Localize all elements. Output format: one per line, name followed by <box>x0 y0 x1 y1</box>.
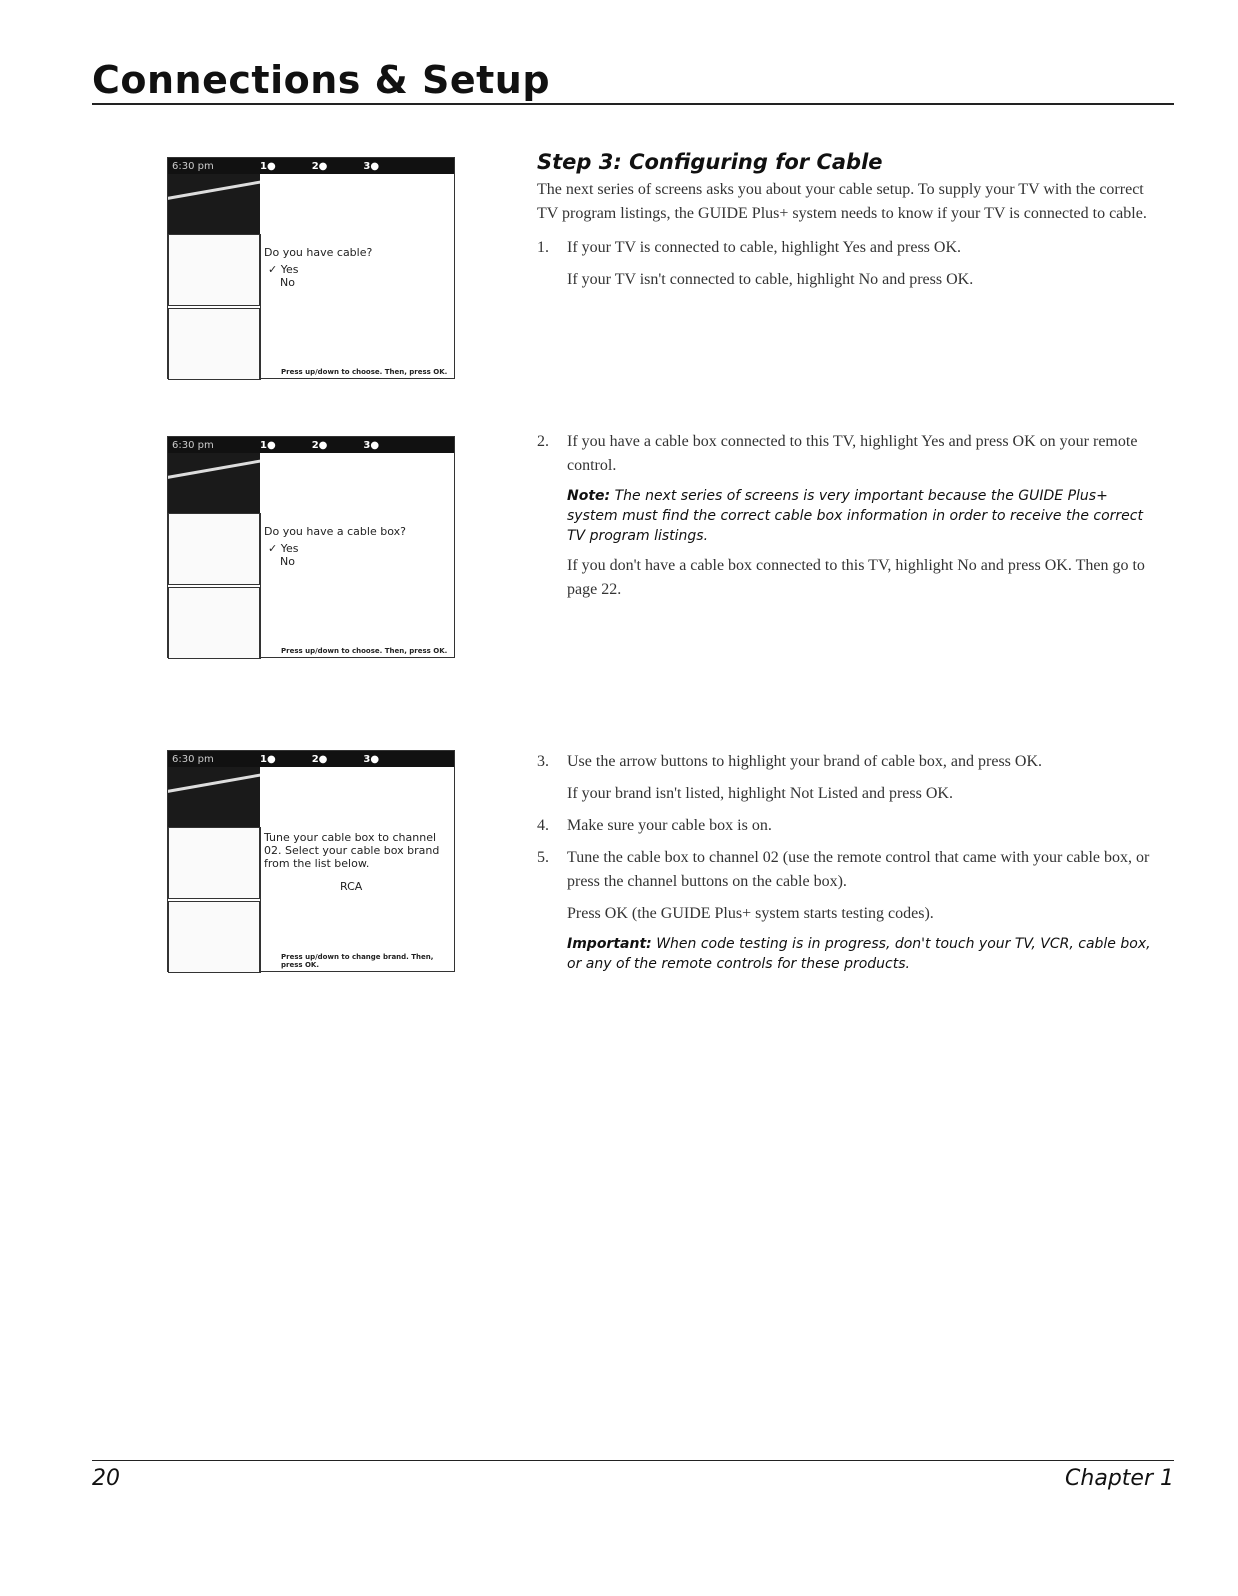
step-indicator: 1● <box>260 753 276 765</box>
page-number: 20 <box>92 1466 120 1491</box>
screen-hint: Press up/down to choose. Then, press OK. <box>281 647 448 655</box>
panel-box <box>168 308 260 380</box>
section-items3-5 <box>537 750 1157 982</box>
note-text: The next series of screens is very important because the GUIDE Plus+ system must find the correct cable box information in order to receive the correct TV program listings. <box>567 488 1143 544</box>
option-no: No <box>280 276 295 289</box>
tv-screen-cable-brand <box>167 750 455 972</box>
item-number: 3. <box>537 753 549 770</box>
page-title: Connections & Setup <box>92 58 551 102</box>
section-heading: Step 3: Configuring for Cable <box>537 150 883 174</box>
section-step3 <box>537 150 1157 300</box>
screen-time: 6:30 pm <box>172 439 214 451</box>
screen-question: Tune your cable box to channel 02. Select your cable box brand from the list below. <box>264 831 440 870</box>
screen-question: Do you have a cable box? <box>264 525 406 538</box>
screen-hint: Press up/down to change brand. Then, press OK. <box>281 953 434 969</box>
step-indicator: 3● <box>363 753 380 765</box>
section-item2 <box>537 430 1157 610</box>
item-subtext: If your TV isn't connected to cable, highlight No and press OK. <box>567 271 974 288</box>
item-number: 1. <box>537 239 549 256</box>
option-yes: ✓ Yes <box>268 542 299 555</box>
header-rule <box>92 103 1174 105</box>
panel-box <box>168 827 260 899</box>
screen-hint: Press up/down to choose. Then, press OK. <box>281 368 448 376</box>
step-indicator: 3● <box>363 439 380 451</box>
option-no: No <box>280 555 295 568</box>
panel-box <box>168 587 260 659</box>
video-thumbnail <box>168 767 260 827</box>
item-text: If you have a cable box connected to this TV, highlight Yes and press OK on your remote control. <box>567 433 1138 474</box>
option-yes: ✓ Yes <box>268 263 299 276</box>
option-brand: RCA <box>340 880 363 893</box>
step-indicator: 3● <box>363 160 380 172</box>
footer-rule <box>92 1460 1174 1461</box>
step-indicator: 1● <box>260 160 276 172</box>
note-label: Note: <box>567 488 611 504</box>
item-subtext: If your brand isn't listed, highlight Not Listed and press OK. <box>567 785 953 802</box>
item-text: Tune the cable box to channel 02 (use the remote control that came with your cable box, or press the channel buttons on the cable box). <box>567 849 1150 890</box>
item-number: 4. <box>537 817 549 834</box>
intro-paragraph: The next series of screens asks you about your cable setup. To supply your TV with the correct TV program listings, the GUIDE Plus+ system needs to know if your TV is connected to cable. <box>537 181 1147 222</box>
step-indicator: 2● <box>311 160 328 172</box>
step-indicator: 2● <box>311 753 328 765</box>
item-text: If your TV is connected to cable, highlight Yes and press OK. <box>567 239 962 256</box>
chapter-label: Chapter 1 <box>1065 1466 1174 1491</box>
tv-screen-cable <box>167 157 455 379</box>
panel-box <box>168 234 260 306</box>
item-text: Make sure your cable box is on. <box>567 817 772 834</box>
important-label: Important: <box>567 936 652 952</box>
video-thumbnail <box>168 453 260 513</box>
step-indicator: 1● <box>260 439 276 451</box>
important-text: When code testing is in progress, don't touch your TV, VCR, cable box, or any of the remote controls for these products. <box>567 936 1151 972</box>
screen-time: 6:30 pm <box>172 753 214 765</box>
item-subtext: Press OK (the GUIDE Plus+ system starts testing codes). <box>567 905 934 922</box>
tv-screen-cable-box <box>167 436 455 658</box>
panel-box <box>168 513 260 585</box>
panel-box <box>168 901 260 973</box>
step-indicator: 2● <box>311 439 328 451</box>
item-text: Use the arrow buttons to highlight your brand of cable box, and press OK. <box>567 753 1043 770</box>
item-subtext: If you don't have a cable box connected to this TV, highlight No and press OK. Then go to page 22. <box>567 557 1145 598</box>
screen-time: 6:30 pm <box>172 160 214 172</box>
item-number: 5. <box>537 849 549 866</box>
screen-question: Do you have cable? <box>264 246 373 259</box>
video-thumbnail <box>168 174 260 234</box>
item-number: 2. <box>537 433 549 450</box>
